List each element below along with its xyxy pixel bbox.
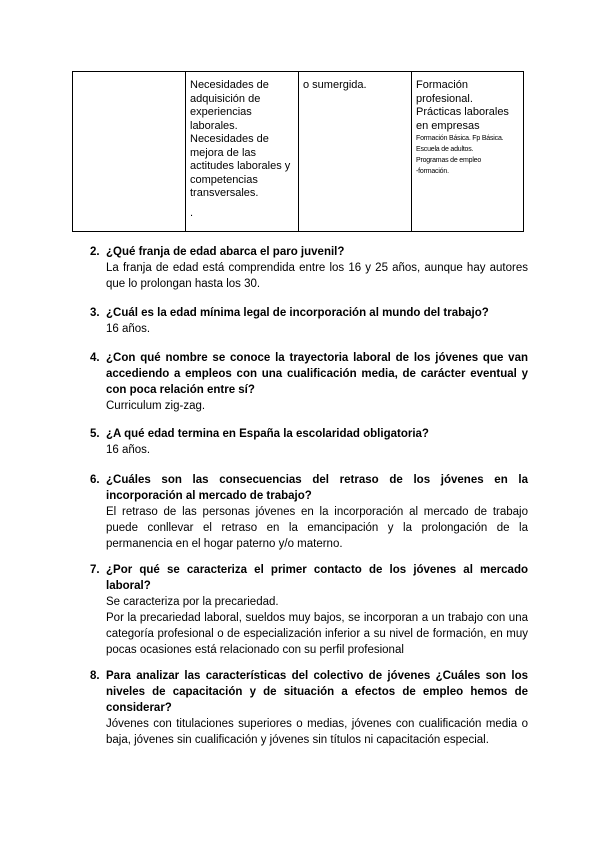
question-text: ¿Por qué se caracteriza el primer contacto de los jóvenes al mercado laboral? [106, 564, 528, 592]
answer-text: Por la precariedad laboral, sueldos muy bajos, se incorporan a un trabajo con una categoría profesional o de especialización inferior a su nivel de formación, en muy pocas ocasiones está relacionado con su perfil profesional [106, 612, 528, 656]
competencies-table-fragment [72, 71, 524, 232]
answer-text: El retraso de las personas jóvenes en la incorporación al mercado de trabajo puede conllevar el retraso en la emancipación y la prolongación de la permanencia en el hogar paterno y/o materno. [106, 506, 528, 550]
question-number: 7. [90, 564, 100, 576]
question-item [90, 244, 528, 292]
cell-line: Formación [416, 79, 468, 91]
answer-text: Jóvenes con titulaciones superiores o medias, jóvenes con cualificación media o baja, jóvenes sin cualificación y jóvenes sin títulos ni capacitación especial. [106, 718, 528, 746]
cell-line: competencias [190, 173, 258, 186]
question-text: ¿Qué franja de edad abarca el paro juvenil? [106, 246, 345, 258]
cell-small-line: Programas de empleo [416, 157, 482, 164]
cell-line: Prácticas laborales [416, 106, 509, 118]
answer-text: 16 años. [106, 323, 151, 335]
question-number: 6. [90, 474, 100, 486]
question-item [90, 472, 528, 552]
question-number: 5. [90, 428, 100, 440]
question-item [90, 562, 528, 658]
table-cell-empty [73, 72, 186, 232]
answer-text: Curriculum zig-zag. [106, 400, 206, 412]
table-row [73, 72, 524, 232]
answer-text: Se caracteriza por la precariedad. [106, 596, 279, 608]
answer-text: La franja de edad está comprendida entre los 16 y 25 años, aunque hay autores que lo prolongan hasta los 30. [106, 262, 528, 290]
question-item [90, 350, 528, 414]
table-cell-training [412, 72, 524, 232]
table-cell-needs [186, 72, 299, 232]
cell-small-line: -formación. [416, 168, 449, 175]
cell-line: . [190, 206, 194, 219]
question-text: ¿Cuáles son las consecuencias del retraso de los jóvenes en la incorporación al mercado de trabajo? [106, 474, 528, 502]
question-number: 2. [90, 246, 100, 258]
question-item [90, 426, 528, 458]
cell-line: transversales. [190, 187, 259, 199]
cell-line: Necesidades de [190, 133, 269, 145]
cell-line: o sumergida. [303, 79, 367, 91]
cell-line: Necesidades de [190, 79, 269, 91]
cell-line: adquisición de [190, 92, 261, 105]
answer-text: 16 años. [106, 444, 151, 456]
cell-small-line: Escuela de adultos. [416, 146, 474, 153]
cell-line: laborales. [190, 119, 238, 132]
question-text: ¿A qué edad termina en España la escolaridad obligatoria? [106, 428, 429, 440]
question-text: ¿Cuál es la edad mínima legal de incorporación al mundo del trabajo? [106, 307, 489, 319]
cell-small-line: Formación Básica. Fp Básica. [416, 135, 504, 142]
question-item [90, 668, 528, 748]
cell-line: experiencias [190, 106, 252, 118]
question-number: 3. [90, 307, 100, 319]
question-text: ¿Con qué nombre se conoce la trayectoria laboral de los jóvenes que van accediendo a empleos con una cualificación media, de carácter eventual y con poca relación entre sí? [106, 352, 528, 396]
question-item [90, 305, 528, 337]
question-number: 4. [90, 352, 100, 364]
question-text: Para analizar las características del colectivo de jóvenes ¿Cuáles son los niveles de capacitación y de situación a efectos de empleo hemos de considerar? [106, 670, 528, 714]
question-number: 8. [90, 670, 100, 682]
table-cell-economy [299, 72, 412, 232]
cell-line: mejora de las [190, 146, 257, 159]
cell-line: profesional. [416, 92, 473, 105]
cell-line: actitudes laborales y [190, 160, 291, 172]
cell-line: en empresas [416, 119, 480, 132]
